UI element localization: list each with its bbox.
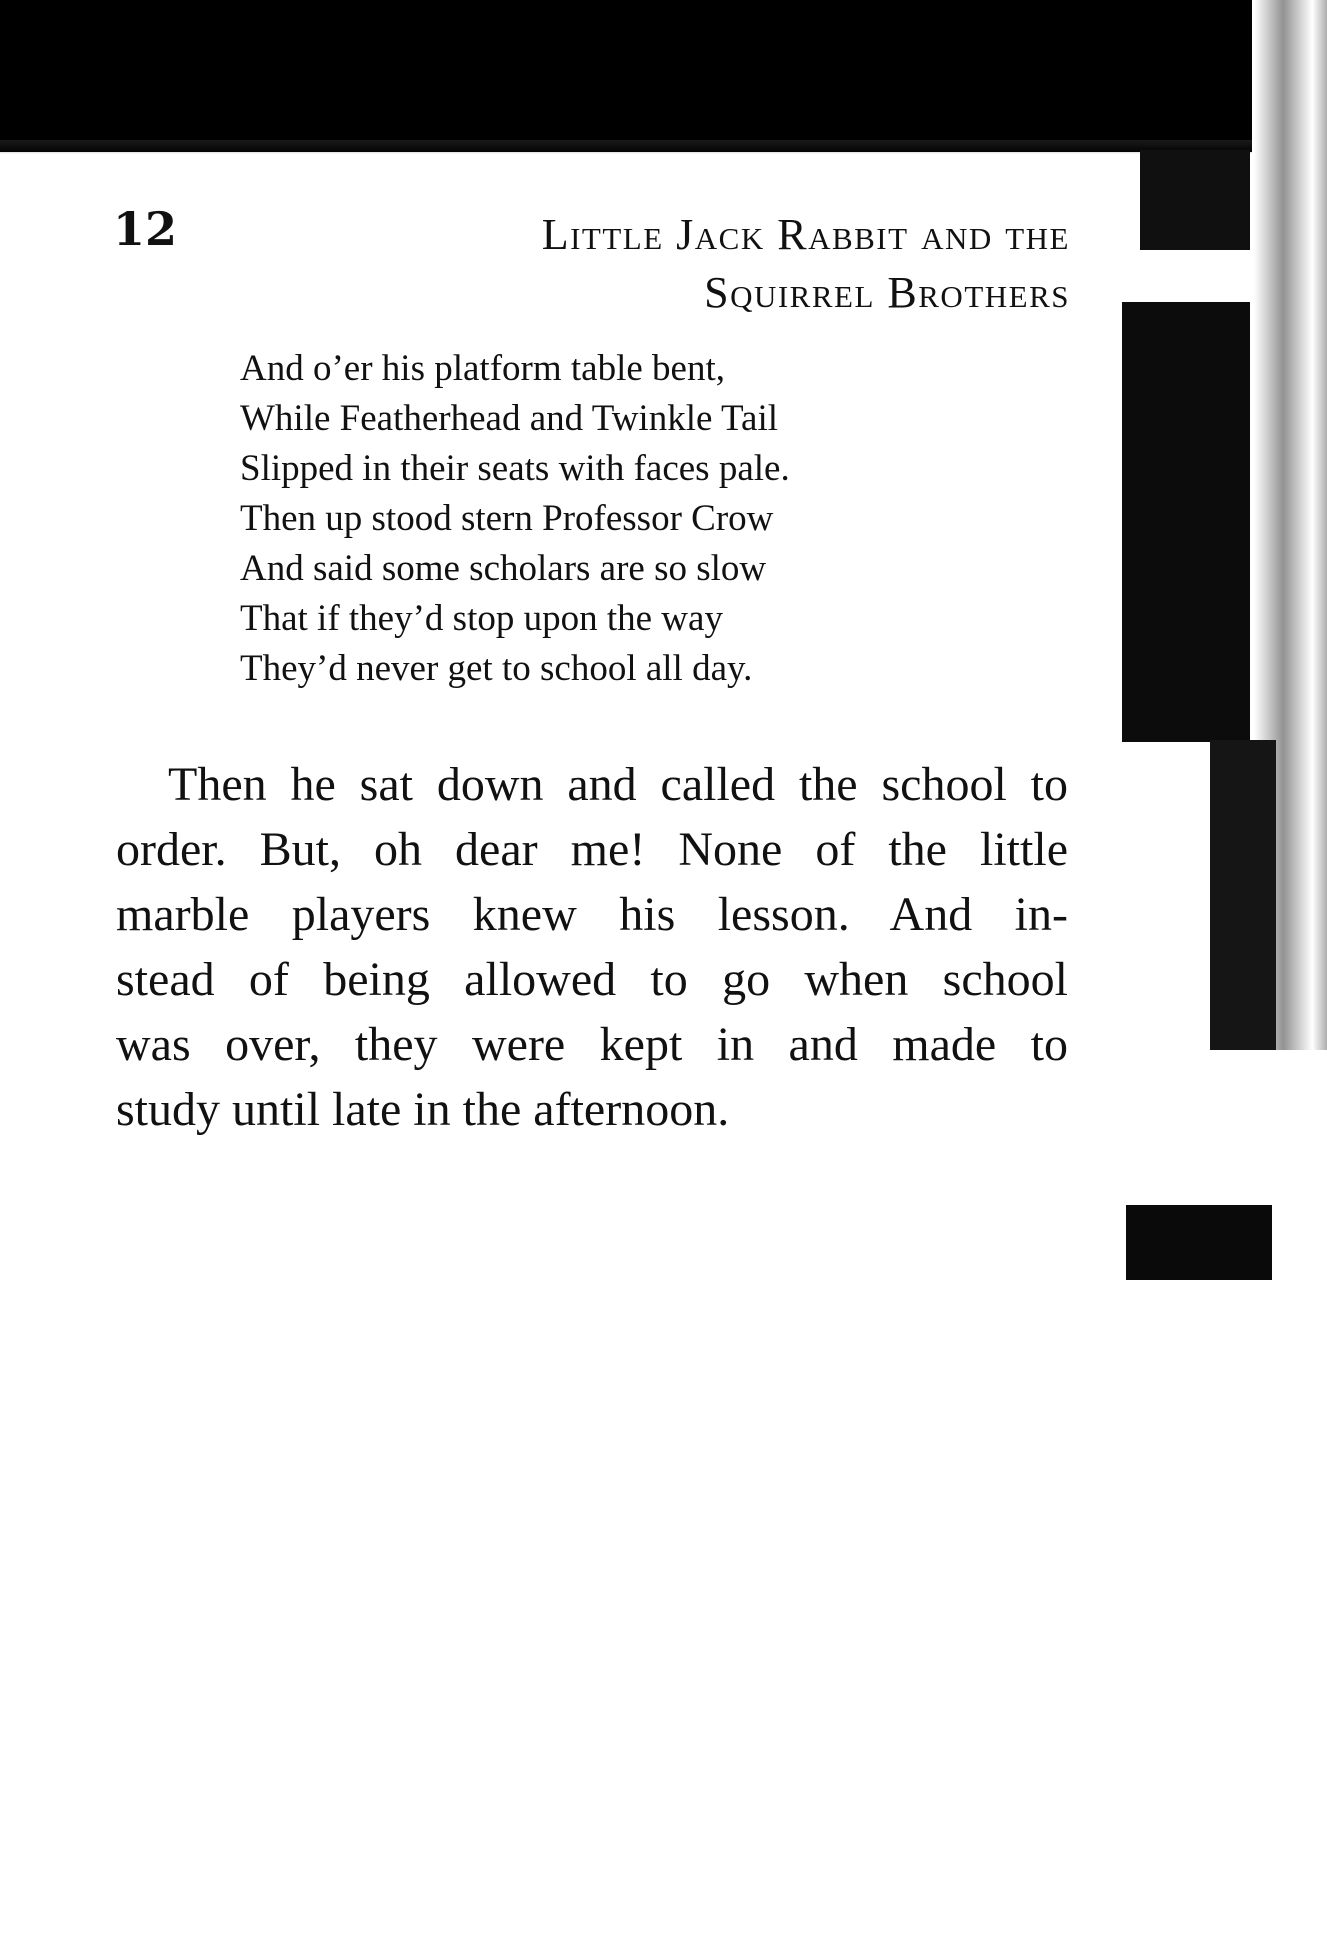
paragraph-line: Then he sat down and called the school to [168, 758, 1068, 811]
poem-line: Slipped in their seats with faces pale. [240, 448, 790, 489]
scan-shadow [1126, 1205, 1272, 1280]
scan-gap [1155, 252, 1250, 302]
body-paragraph [116, 752, 1068, 1142]
page-number: 12 [113, 202, 178, 256]
poem-line: And said some scholars are so slow [240, 548, 767, 589]
scan-band-edge [0, 140, 1252, 154]
scan-shadow [1140, 150, 1250, 250]
poem-line: They’d never get to school all day. [240, 648, 753, 689]
scan-shadow [1210, 740, 1276, 1050]
poem-line: And o’er his platform table bent, [240, 348, 725, 389]
running-head-line-1: Little Jack Rabbit and the [541, 210, 1070, 259]
poem-stanza [240, 344, 1080, 694]
scan-dark-band [0, 0, 1252, 152]
poem-line: That if they’d stop upon the way [240, 598, 723, 639]
paragraph-line: study until late in the afternoon. [116, 1083, 730, 1136]
running-head-line-2: Squirrel Brothers [704, 268, 1070, 317]
poem-line: While Featherhead and Twinkle Tail [240, 398, 778, 439]
paragraph-line: stead of being allowed to go when school [116, 953, 1068, 1006]
paragraph-line: was over, they were kept in and made to [116, 1018, 1068, 1071]
scan-shadow [1122, 302, 1250, 742]
poem-line: Then up stood stern Professor Crow [240, 498, 774, 539]
running-head [340, 206, 1070, 322]
paragraph-line: marble players knew his lesson. And in- [116, 888, 1068, 941]
paragraph-line: order. But, oh dear me! None of the little [116, 823, 1068, 876]
